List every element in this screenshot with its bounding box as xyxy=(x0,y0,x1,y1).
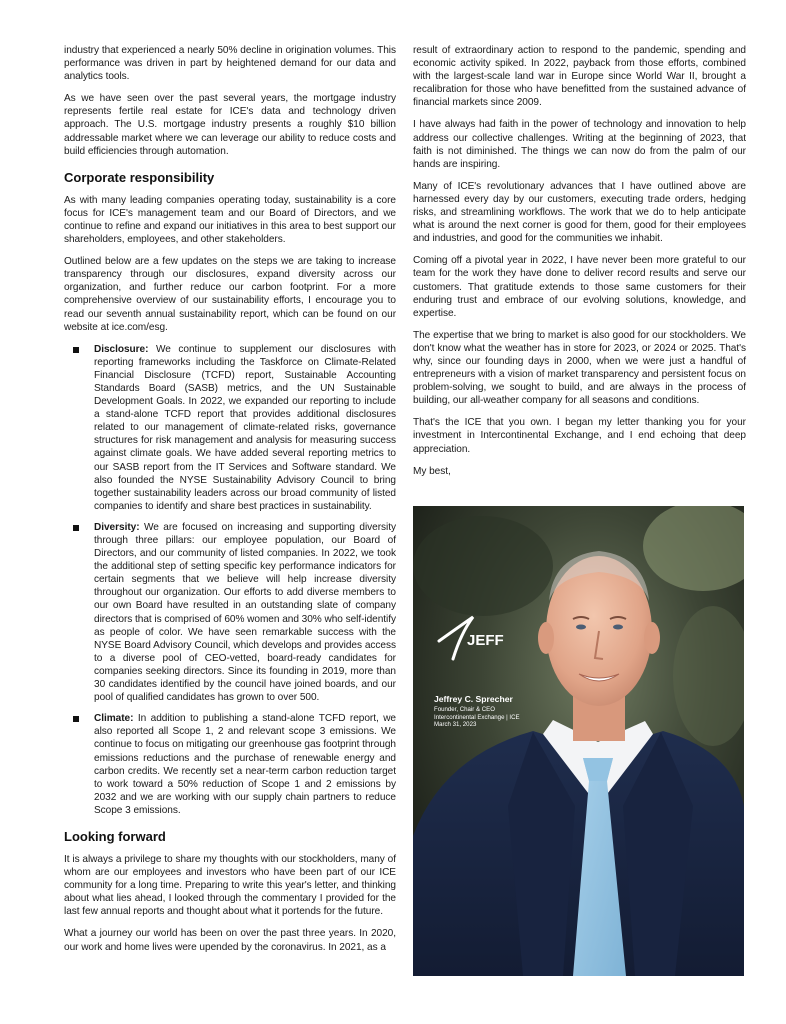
paragraph: It is always a privilege to share my thoughts with our stockholders, many of whom are our employees and investors who have been part of our ICE community for a long time. Preparing to write this year's letter, and thinking about what lies ahead, I looked through the commentary I provided for the last few annual reports and thought about what it portends for the future. xyxy=(64,853,396,918)
paragraph: As we have seen over the past several years, the mortgage industry represents fertile real estate for ICE's data and technology driven approach. The U.S. mortgage industry presents a roughly $10 billion addressable market where we can leverage our ability to reduce costs and build efficiencies through automation. xyxy=(64,93,396,157)
sign-off: My best, xyxy=(413,465,451,477)
portrait-illustration xyxy=(413,506,744,976)
bullet-label: Climate: xyxy=(94,713,134,725)
ceo-title: Founder, Chair & CEO xyxy=(434,706,495,713)
ceo-portrait xyxy=(413,506,744,976)
signature-glyph xyxy=(433,611,523,661)
paragraph: That's the ICE that you own. I began my letter thanking you for your investment in Intercontinental Exchange, and I end echoing that deep appreciation. xyxy=(413,417,746,455)
ceo-name: Jeffrey C. Sprecher xyxy=(434,694,513,704)
paragraph: Many of ICE's revolutionary advances that I have outlined above are harnessed every day by our customers, executing trade orders, hedging risks, and streamlining workflows. The work that we do to help anticipate what is around the next corner is good for them, good for their employees and industries, and good for the communities we inhabit. xyxy=(413,180,746,245)
bullet-text: In addition to publishing a stand-alone TCFD report, we also reported all Scope 1, 2 and relevant scope 3 emissions. We continue to focus on mitigating our greenhouse gas footprint through emissions reductions and the purchase of renewable energy and carbon credits. We recently set a near-term carbon reduction target to work toward a 50% reduction of Scope 1 and 2 emissions by 2032 and we are working with our supply chain partners to reduce Scope 3 emissions. xyxy=(94,713,396,816)
bullet-text: We are focused on increasing and supporting diversity through three pillars: our employee population, our Board of Directors, and our community of listed companies. In 2022, we took the additional step of setting specific key performance indicators for certain segments that we believe will help increase diversity throughout our organization. Our efforts to add diverse members to our own Board have resulted in an outstanding slate of company directors that is comprised of 60% women and 30% who self-identify as people of color. We have seen remarkable success with the NYSE Board Advisory Council, which develops and provides access to a diverse pool of CEO-vetted, board-ready candidates for companies seeking directors. Since its founding in 2019, more than 30 candidates identified by the council have joined boards, and our pool of qualified candidates has grown to over 500. xyxy=(94,521,396,704)
bullet-square-icon xyxy=(73,525,79,531)
paragraph: What a journey our world has been on over the past three years. In 2020, our work and home lives were upended by the coronavirus. In 2021, as a xyxy=(64,928,396,953)
signature-text: JEFF xyxy=(467,632,504,649)
paragraph: The expertise that we bring to market is also good for our stockholders. We don't know what the weather has in store for 2023, or 2024 or 2025. That's why, since our founding days in 2000, when we were just a handful of entrepreneurs with a vision of market transparency and persistent focus on problem-solving, we sought to build, and are always in the process of building, our all-weather company for all seasons and conditions. xyxy=(413,329,746,407)
bullet-disclosure xyxy=(64,343,396,513)
right-column xyxy=(413,44,746,487)
looking-forward-heading: Looking forward xyxy=(64,828,166,844)
paragraph: I have always had faith in the power of technology and innovation to help address our collective challenges. Writing at the beginning of 2023, that faith is not diminished. The things we can now do from the palm of our hands are inspiring. xyxy=(413,119,746,170)
portrait-caption xyxy=(434,694,520,729)
paragraph: Coming off a pivotal year in 2022, I have never been more grateful to our team for the work they have done to deliver record results and serve our customers. That gratitude extends to those same customers for their enduring trust and embrace of our evolving solutions, knowledge, and expertise. xyxy=(413,255,746,319)
ceo-company: Intercontinental Exchange | ICE xyxy=(434,713,520,721)
bullet-label: Disclosure: xyxy=(94,343,149,355)
bullet-square-icon xyxy=(73,347,79,353)
corporate-responsibility-heading: Corporate responsibility xyxy=(64,169,215,185)
paragraph: Outlined below are a few updates on the steps we are taking to increase transparency through our disclosures, expand diversity across our organization, and further reduce our carbon footprint. For a more comprehensive overview of our sustainability efforts, I encourage you to read our seventh annual sustainability report, which can be found on our website at ice.com/esg. xyxy=(64,256,396,333)
bullet-label: Diversity: xyxy=(94,521,140,533)
sustainability-bullet-list xyxy=(64,343,396,817)
paragraph: As with many leading companies operating today, sustainability is a core focus for ICE's management team and our Board of Directors, and we continue to refine and expand our initiatives in this area to best support our shareholders, employees, and other stakeholders. xyxy=(64,194,396,246)
bullet-square-icon xyxy=(73,716,79,722)
bullet-text: We continue to supplement our disclosures with reporting frameworks including the Taskforce on Climate-Related Financial Disclosure (TCFD) report, Sustainable Accounting Standards Board (SASB) metrics, and the UN Sustainable Development Goals. In 2022, we expanded our reporting to include a stand-alone TCFD report that provides additional disclosures related to our management of climate-related risks, governance structures for risk management and analysis for measuring success against climate goals. We have added several reporting metrics to our SASB report from the IT Services and Software standard. We also founded the NYSE Sustainability Advisory Council to bring together sustainability leaders across our broad community of listed companies to identify and share best practices in sustainability. xyxy=(94,343,396,512)
left-column xyxy=(64,44,396,963)
signature xyxy=(433,611,523,661)
paragraph: result of extraordinary action to respond to the pandemic, spending and economic activity spiked. In 2022, payback from those efforts, combined with the largest-scale land war in Europe since World War II, brought a recalibration for those who have benefitted from the sustained advance of financial markets since 2009. xyxy=(413,45,746,109)
bullet-climate xyxy=(64,712,396,817)
paragraph: industry that experienced a nearly 50% decline in origination volumes. This performance was driven in part by heightened demand for our data and analytics tools. xyxy=(64,45,396,83)
letter-date: March 31, 2023 xyxy=(434,721,477,729)
bullet-diversity xyxy=(64,521,396,704)
